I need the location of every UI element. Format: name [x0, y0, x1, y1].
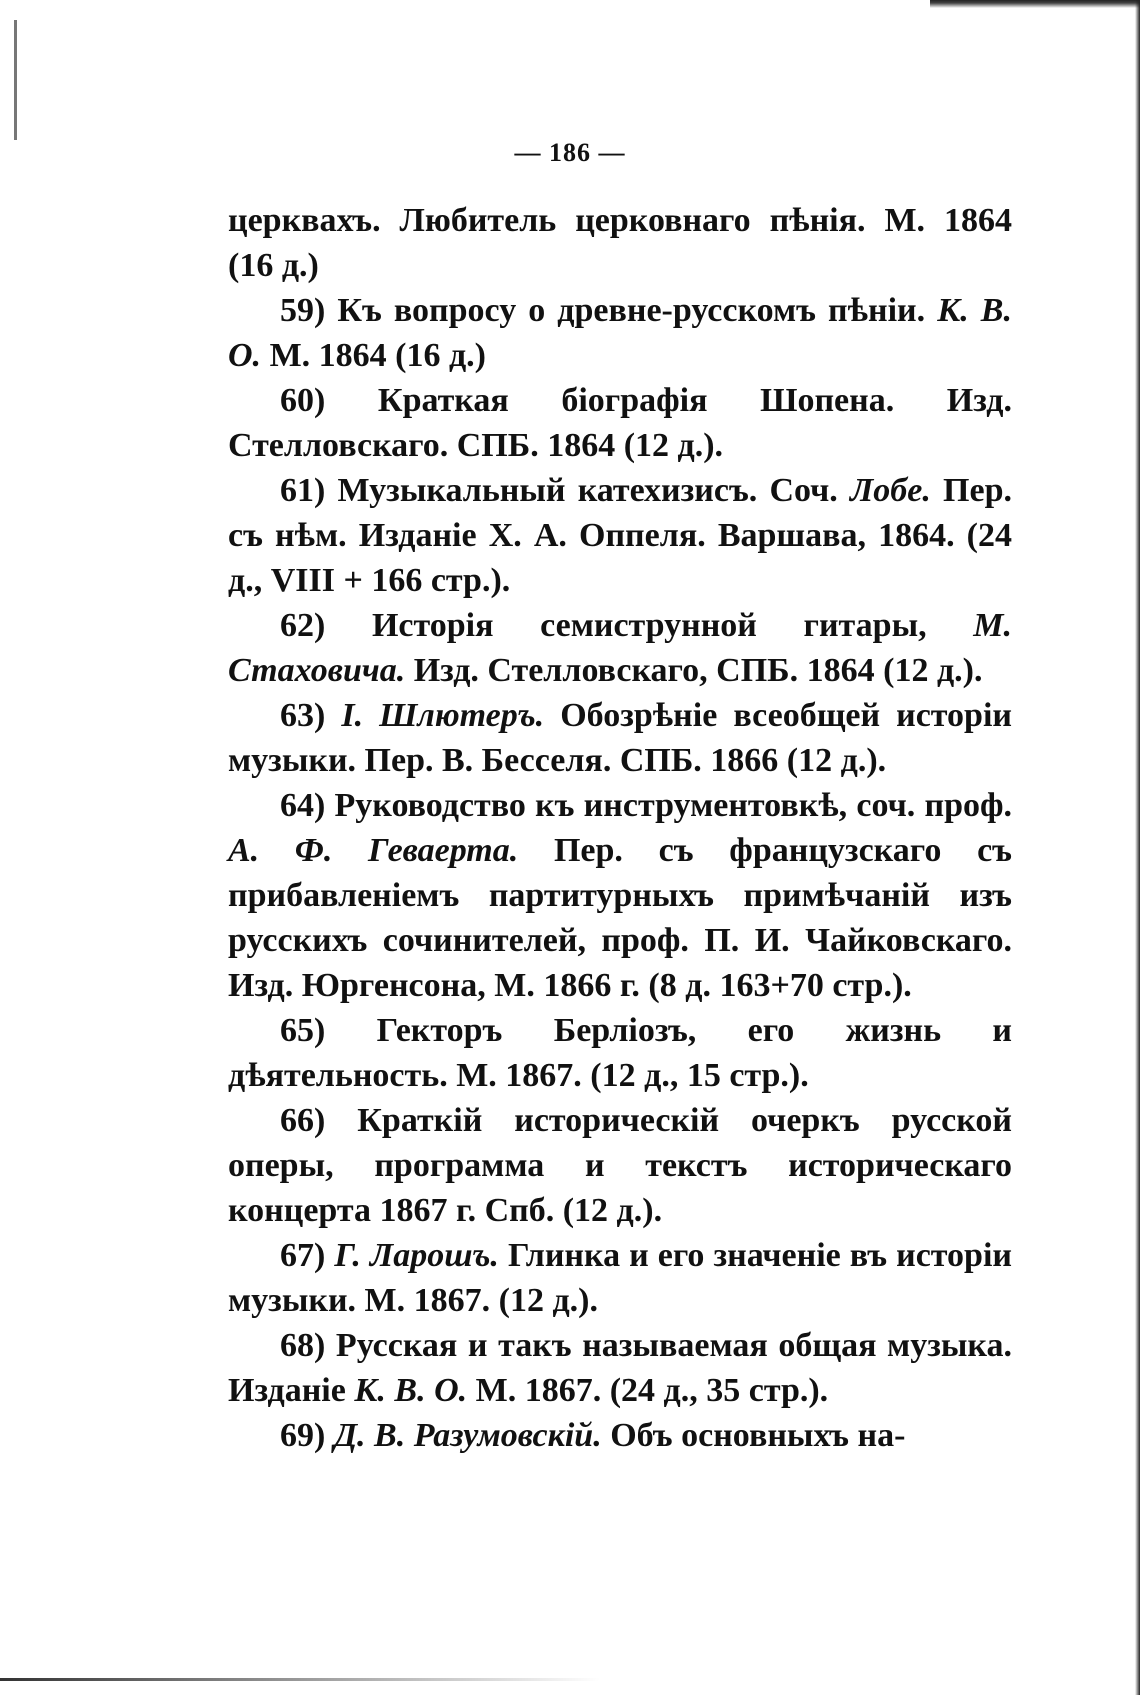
scan-edge-left	[14, 20, 17, 140]
entry-text: М. 1867. (24 д., 35 стр.).	[467, 1372, 829, 1409]
entry-author-italic: М. Стаховича.	[228, 607, 1012, 689]
bibliography-entry	[228, 1323, 1012, 1413]
entry-author-italic: К. В. О.	[354, 1372, 468, 1409]
entry-text: Гекторъ Берліозъ, его жизнь и дѣятельность. М. 1867. (12 д., 15 стр.).	[228, 1012, 1013, 1094]
bibliography-entry	[228, 1098, 1012, 1233]
bibliography-entry	[228, 468, 1012, 603]
entry-text: Обозрѣніе всеобщей исторіи музыки. Пер. В. Бесселя. СПБ. 1866 (12 д.).	[228, 697, 1012, 779]
bibliography-entry	[228, 1413, 1012, 1458]
entry-text: Изд. Стелловскаго, СПБ. 1864 (12 д.).	[405, 652, 983, 689]
entry-list	[228, 288, 1012, 1458]
entry-number: 65)	[280, 1012, 326, 1049]
entry-number: 64)	[280, 787, 326, 824]
entry-author-italic: А. Ф. Геваерта.	[228, 832, 519, 869]
entry-text: Руководство къ инструментовкѣ, соч. проф.	[334, 787, 1012, 824]
continuation-paragraph: церквахъ. Любитель церковнаго пѣнія. М. 1864 (16 д.)	[228, 202, 1012, 284]
scan-edge-right	[1135, 0, 1140, 1695]
entry-text: Пер. съ нѣм. Изданіе X. А. Оппеля. Варшава, 1864. (24 д., VIII + 166 стр.).	[228, 472, 1013, 599]
scan-edge-bottom	[0, 1678, 600, 1681]
entry-text: Глинка и его значеніе въ исторіи музыки. М. 1867. (12 д.).	[228, 1237, 1013, 1319]
entry-number: 69)	[280, 1417, 326, 1454]
entry-author-italic: Г. Ларошъ.	[334, 1237, 499, 1274]
bibliography-entry	[228, 378, 1012, 468]
entry-text: Къ вопросу о древне-русскомъ пѣніи.	[337, 292, 938, 329]
entry-number: 60)	[280, 382, 326, 419]
entry-number: 59)	[280, 292, 326, 329]
entry-text: Исторія семиструнной гитары,	[371, 607, 974, 644]
entry-text: Краткая біографія Шопена. Изд. Стелловскаго. СПБ. 1864 (12 д.).	[228, 382, 1012, 464]
text-body	[228, 198, 1012, 1458]
entry-number: 68)	[280, 1327, 326, 1364]
bibliography-entry	[228, 1233, 1012, 1323]
entry-author-italic: I. Шлютеръ.	[341, 697, 545, 734]
entry-author-italic: Лобе.	[849, 472, 931, 509]
bibliography-entry	[228, 1008, 1012, 1098]
entry-number: 67)	[280, 1237, 326, 1274]
entry-author-italic: Д. В. Разумовскій.	[333, 1417, 602, 1454]
page-number: — 186 —	[514, 138, 626, 167]
bibliography-entry	[228, 603, 1012, 693]
entry-text: Русская и такъ называемая общая музыка. Изданіе	[228, 1327, 1012, 1409]
entry-text: Объ основныхъ на-	[601, 1417, 906, 1454]
entry-number: 61)	[280, 472, 326, 509]
entry-text: М. 1864 (16 д.)	[261, 337, 486, 374]
bibliography-entry	[228, 783, 1012, 1008]
bibliography-entry	[228, 288, 1012, 378]
bibliography-entry	[228, 693, 1012, 783]
entry-author-italic: К. В. О.	[228, 292, 1012, 374]
scan-edge-top	[930, 0, 1140, 8]
entry-number: 66)	[280, 1102, 326, 1139]
entry-number: 63)	[280, 697, 326, 734]
entry-text: Краткій историческій очеркъ русской оперы, программа и текстъ историческаго концерта 1867 г. Спб. (12 д.).	[228, 1102, 1013, 1229]
entry-text: Пер. съ французскаго съ прибавленіемъ партитурныхъ примѣчаній изъ русскихъ сочинителей, проф. П. И. Чайковскаго. Изд. Юргенсона, М. 1866 г. (8 д. 163+70 стр.).	[228, 832, 1013, 1004]
entry-number: 62)	[280, 607, 326, 644]
entry-text: Музыкальный катехизисъ. Соч.	[337, 472, 850, 509]
